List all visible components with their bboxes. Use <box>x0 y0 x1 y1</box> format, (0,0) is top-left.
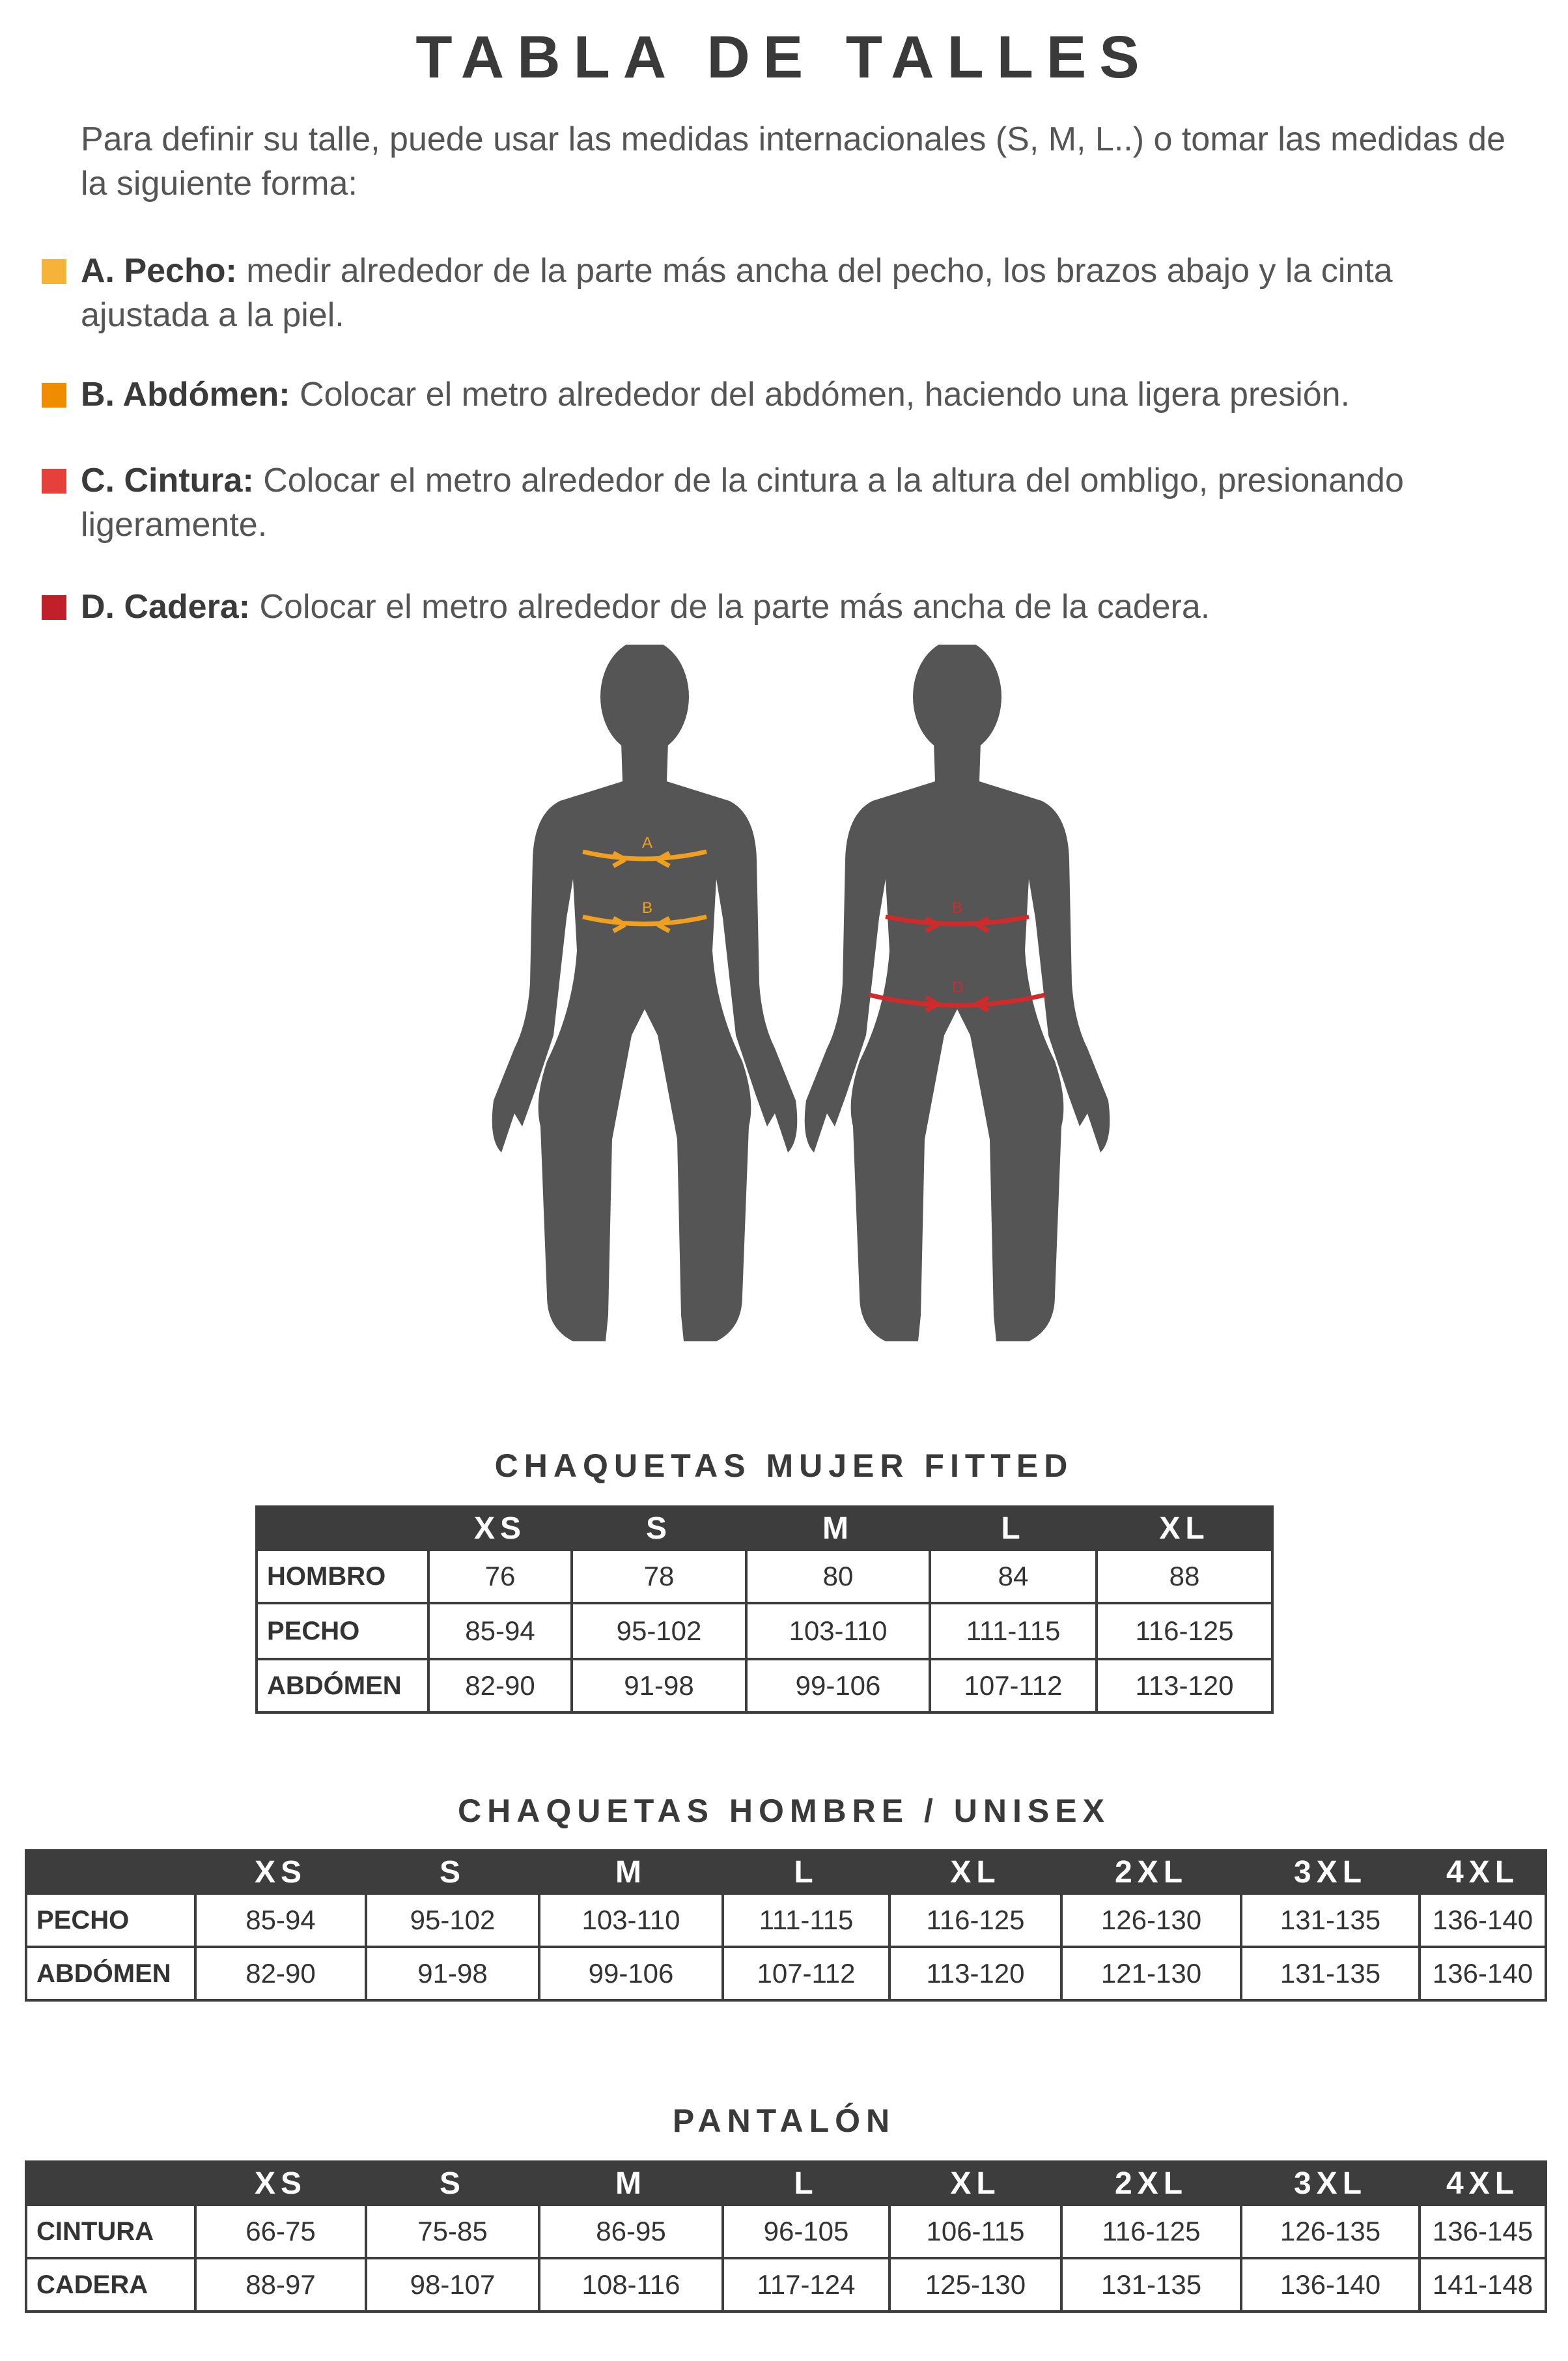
table-cell: 78 <box>572 1550 746 1603</box>
header-cell: 4XL <box>1420 2162 1546 2205</box>
table-cell: 136-140 <box>1420 1893 1546 1947</box>
body-measurement-figure <box>456 645 1146 1354</box>
row-label: PECHO <box>26 1893 195 1947</box>
table-header-row <box>26 1851 1546 1893</box>
label-d: D <box>952 979 964 996</box>
row-label: ABDÓMEN <box>26 1947 195 2000</box>
intro-text: Para definir su talle, puede usar las medidas internacionales (S, M, L..) o tomar las medidas de la siguiente forma: <box>81 120 1505 203</box>
table-cell: 99-106 <box>746 1659 930 1712</box>
table-row <box>26 1947 1546 2000</box>
table-cell: 126-130 <box>1061 1893 1241 1947</box>
table-cell: 96-105 <box>723 2205 889 2258</box>
bullet-text: Colocar el metro alrededor de la cintura a la altura del ombligo, presionando ligeramente. <box>81 462 1404 544</box>
women-table-title: CHAQUETAS MUJER FITTED <box>494 1447 1074 1484</box>
header-cell: S <box>366 2162 539 2205</box>
header-cell: XL <box>889 2162 1061 2205</box>
table-cell: 75-85 <box>366 2205 539 2258</box>
header-cell: XS <box>428 1507 572 1550</box>
table-cell: 88 <box>1097 1550 1272 1603</box>
header-cell: XS <box>195 2162 366 2205</box>
header-cell <box>26 1851 195 1893</box>
men-table-title: CHAQUETAS HOMBRE / UNISEX <box>458 1793 1110 1829</box>
color-swatch <box>42 383 66 408</box>
bullet-pecho <box>42 249 1526 337</box>
table-cell: 116-125 <box>889 1893 1061 1947</box>
table-cell: 136-140 <box>1241 2258 1420 2312</box>
table-row <box>257 1659 1272 1712</box>
bullet-cadera <box>42 585 1526 629</box>
row-label: ABDÓMEN <box>257 1659 428 1712</box>
page-title: TABLA DE TALLES <box>415 24 1153 91</box>
table-cell: 103-110 <box>746 1603 930 1659</box>
header-cell: S <box>366 1851 539 1893</box>
table-cell: 91-98 <box>572 1659 746 1712</box>
table-cell: 131-135 <box>1241 1947 1420 2000</box>
header-cell: XL <box>1097 1507 1272 1550</box>
table-cell: 80 <box>746 1550 930 1603</box>
label-a: A <box>642 834 653 852</box>
header-cell: 2XL <box>1061 1851 1241 1893</box>
table-cell: 95-102 <box>572 1603 746 1659</box>
table-cell: 125-130 <box>889 2258 1061 2312</box>
table-cell: 131-135 <box>1241 1893 1420 1947</box>
table-row <box>26 1893 1546 1947</box>
table-cell: 113-120 <box>889 1947 1061 2000</box>
table-row <box>26 2205 1546 2258</box>
bullet-key: A. Pecho: <box>81 252 237 290</box>
color-swatch <box>42 595 66 620</box>
table-cell: 126-135 <box>1241 2205 1420 2258</box>
table-cell: 113-120 <box>1097 1659 1272 1712</box>
header-cell <box>257 1507 428 1550</box>
table-cell: 82-90 <box>428 1659 572 1712</box>
table-cell: 108-116 <box>539 2258 723 2312</box>
row-label: CINTURA <box>26 2205 195 2258</box>
men-size-table <box>25 1849 1547 2002</box>
header-cell: M <box>539 2162 723 2205</box>
header-cell: L <box>723 2162 889 2205</box>
table-cell: 99-106 <box>539 1947 723 2000</box>
table-cell: 82-90 <box>195 1947 366 2000</box>
header-cell: S <box>572 1507 746 1550</box>
table-cell: 85-94 <box>428 1603 572 1659</box>
header-cell: XS <box>195 1851 366 1893</box>
header-cell: XL <box>889 1851 1061 1893</box>
front-silhouette <box>492 645 798 1341</box>
bullet-abdomen <box>42 372 1526 417</box>
table-row <box>26 2258 1546 2312</box>
table-cell: 136-145 <box>1420 2205 1546 2258</box>
table-cell: 76 <box>428 1550 572 1603</box>
header-cell: M <box>539 1851 723 1893</box>
table-cell: 86-95 <box>539 2205 723 2258</box>
table-header-row <box>26 2162 1546 2205</box>
color-swatch <box>42 259 66 284</box>
header-cell: 4XL <box>1420 1851 1546 1893</box>
table-cell: 66-75 <box>195 2205 366 2258</box>
bullet-text: Colocar el metro alrededor de la parte más ancha de la cadera. <box>259 588 1211 626</box>
header-cell: L <box>930 1507 1097 1550</box>
label-b-front: B <box>642 899 653 917</box>
bullet-key: D. Cadera: <box>81 588 251 626</box>
table-cell: 106-115 <box>889 2205 1061 2258</box>
header-cell: M <box>746 1507 930 1550</box>
header-cell: 3XL <box>1241 2162 1420 2205</box>
header-cell: 3XL <box>1241 1851 1420 1893</box>
table-row <box>257 1603 1272 1659</box>
table-cell: 131-135 <box>1061 2258 1241 2312</box>
pants-table-title: PANTALÓN <box>672 2103 896 2139</box>
bullet-key: B. Abdómen: <box>81 376 290 413</box>
table-cell: 141-148 <box>1420 2258 1546 2312</box>
pants-size-table <box>25 2160 1547 2313</box>
table-cell: 116-125 <box>1097 1603 1272 1659</box>
table-cell: 95-102 <box>366 1893 539 1947</box>
header-cell: 2XL <box>1061 2162 1241 2205</box>
row-label: HOMBRO <box>257 1550 428 1603</box>
table-cell: 103-110 <box>539 1893 723 1947</box>
table-cell: 107-112 <box>723 1947 889 2000</box>
table-cell: 85-94 <box>195 1893 366 1947</box>
table-cell: 107-112 <box>930 1659 1097 1712</box>
table-header-row <box>257 1507 1272 1550</box>
row-label: PECHO <box>257 1603 428 1659</box>
bullet-cintura <box>42 458 1526 547</box>
table-cell: 121-130 <box>1061 1947 1241 2000</box>
women-size-table <box>255 1505 1274 1714</box>
row-label: CADERA <box>26 2258 195 2312</box>
table-cell: 117-124 <box>723 2258 889 2312</box>
table-cell: 88-97 <box>195 2258 366 2312</box>
table-cell: 111-115 <box>723 1893 889 1947</box>
table-cell: 98-107 <box>366 2258 539 2312</box>
table-cell: 91-98 <box>366 1947 539 2000</box>
header-cell: L <box>723 1851 889 1893</box>
label-b-back: B <box>952 899 963 917</box>
table-cell: 116-125 <box>1061 2205 1241 2258</box>
table-cell: 111-115 <box>930 1603 1097 1659</box>
bullet-key: C. Cintura: <box>81 462 254 499</box>
color-swatch <box>42 469 66 494</box>
header-cell <box>26 2162 195 2205</box>
bullet-text: medir alrededor de la parte más ancha del pecho, los brazos abajo y la cinta ajustada a la piel. <box>81 252 1393 334</box>
bullet-text: Colocar el metro alrededor del abdómen, haciendo una ligera presión. <box>300 376 1351 413</box>
table-row <box>257 1550 1272 1603</box>
table-cell: 136-140 <box>1420 1947 1546 2000</box>
table-cell: 84 <box>930 1550 1097 1603</box>
